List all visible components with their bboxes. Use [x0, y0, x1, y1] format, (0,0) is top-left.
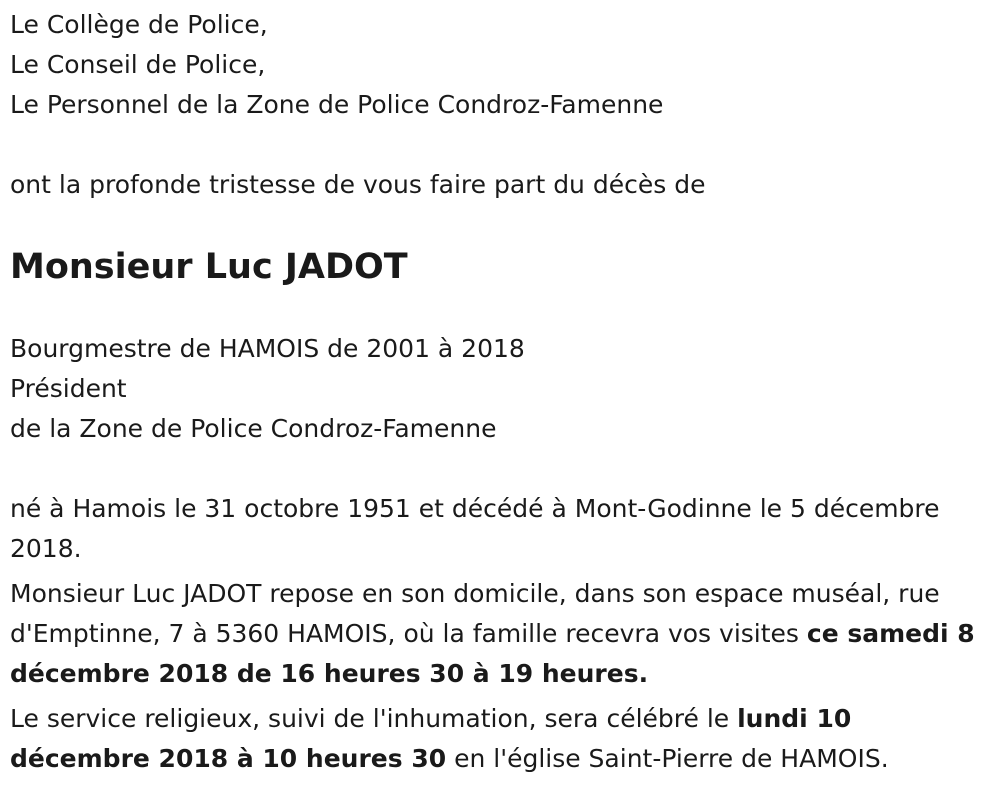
birth-death-text: né à Hamois le 31 octobre 1951 et décédé à Mont-Godinne le 5 décembre 2018.	[10, 494, 940, 563]
announcement-text: ont la profonde tristesse de vous faire part du décès de	[10, 170, 706, 199]
senders-block	[10, 5, 990, 125]
sender-college: Le Collège de Police,	[10, 10, 268, 39]
title-bourgmestre: Bourgmestre de HAMOIS de 2001 à 2018	[10, 334, 525, 363]
sender-personnel: Le Personnel de la Zone de Police Condroz-Famenne	[10, 90, 664, 119]
visit-bold: ce samedi 8 décembre 2018 de 16 heures 30 à 19 heures.	[10, 619, 975, 688]
service-text-before: Le service religieux, suivi de l'inhumation, sera célébré le	[10, 704, 738, 733]
spacer	[10, 449, 990, 489]
service-paragraph	[10, 699, 990, 779]
spacer	[10, 205, 990, 245]
visit-paragraph	[10, 574, 990, 694]
service-text-after: en l'église Saint-Pierre de HAMOIS.	[446, 744, 889, 773]
spacer	[10, 289, 990, 329]
sender-conseil: Le Conseil de Police,	[10, 50, 266, 79]
titles-block	[10, 329, 990, 449]
service-bold: lundi 10 décembre 2018 à 10 heures 30	[10, 704, 852, 773]
title-president: Président	[10, 374, 127, 403]
title-zone: de la Zone de Police Condroz-Famenne	[10, 414, 497, 443]
visit-text: Monsieur Luc JADOT repose en son domicile, dans son espace muséal, rue d'Emptinne, 7 à 5360 HAMOIS, où la famille recevra vos visites	[10, 579, 940, 648]
spacer	[10, 125, 990, 165]
deceased-name: Monsieur Luc JADOT	[10, 247, 408, 287]
